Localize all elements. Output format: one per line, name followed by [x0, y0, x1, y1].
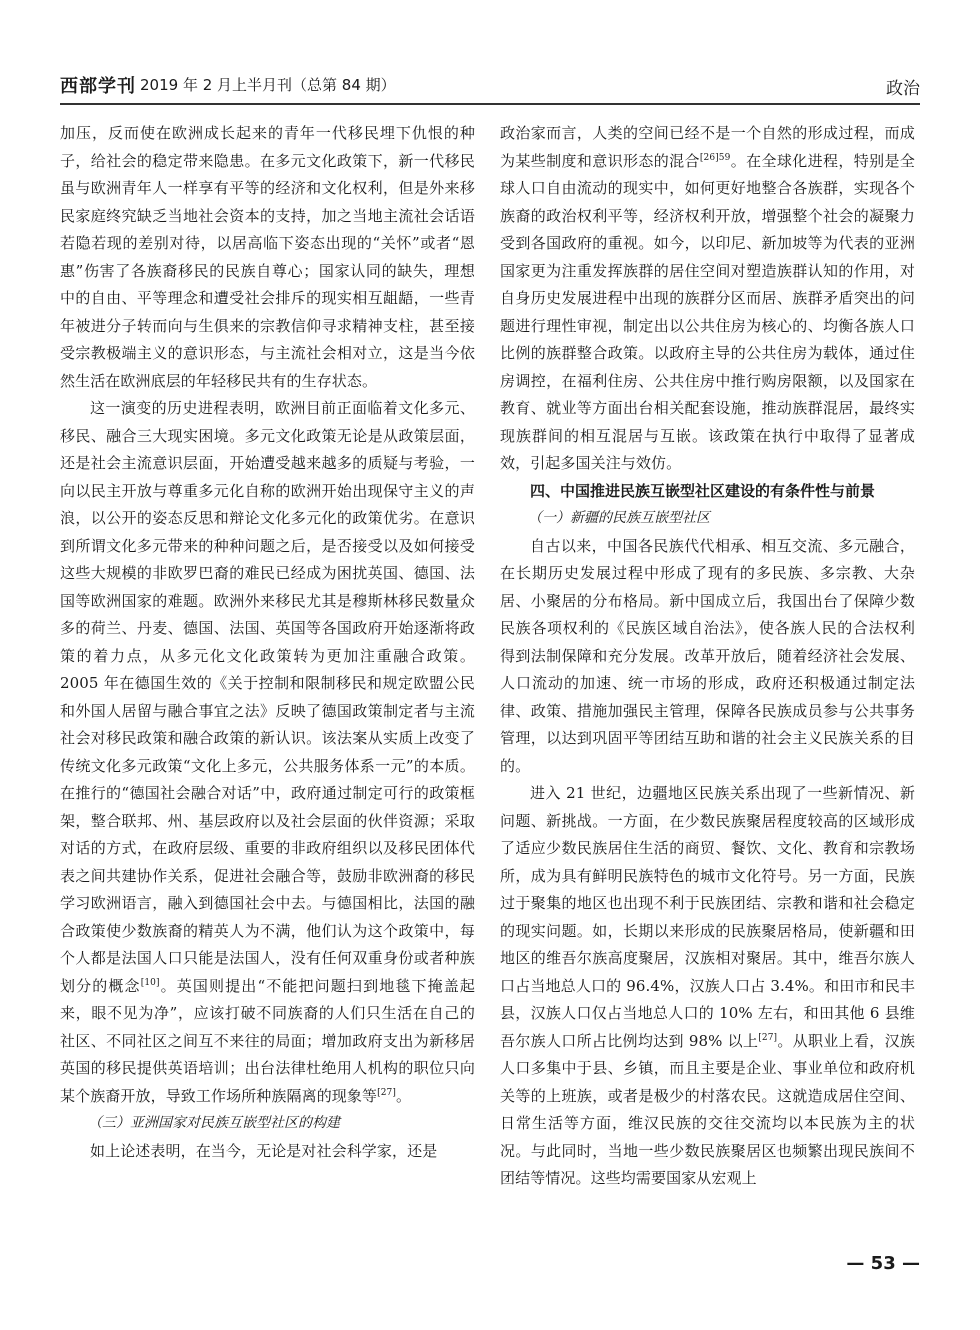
paragraph-text: 。在全球化进程，特别是全球人口自由流动的现实中，如何更好地整合各族群，实现各个族裔的政治权利平等，经济权利开放，增强整个社会的凝聚力受到各国政府的重视。如今，以印尼、新加坡等为代表的亚洲国家更为注重发挥族群的居住空间对塑造族群认知的作用，对自身历史发展进程中出现的族群分区而居、族群矛盾突出的问题进行理性审视，制定出以公共住房为核心的、均衡各族人口比例的族群整合政策。以政府主导的公共住房为载体，通过住房调控，在福利住房、公共住房中推行购房限额，以及国家在教育、就业等方面出台相关配套设施，推动族群混居，最终实现族群间的相互混居与互嵌。该政策在执行中取得了显著成效，引起多国关注与效仿。 [500, 151, 915, 472]
paragraph [500, 780, 915, 1193]
issue-info: 2019 年 2 月上半月刊（总第 84 期） [140, 76, 396, 94]
citation-ref: [26]59 [699, 152, 731, 163]
paragraph-text: 如上论述表明，在当今，无论是对社会科学家，还是 [90, 1141, 438, 1160]
journal-logo: 西部学刊 [60, 76, 136, 97]
citation-ref: [27] [377, 1087, 396, 1098]
header-rule [60, 103, 920, 105]
page-number: — 53 — [846, 1253, 920, 1274]
right-column [500, 120, 915, 1245]
paragraph-text: 进入 21 世纪，边疆地区民族关系出现了一些新情况、新问题、新挑战。一方面，在少数民族聚居程度较高的区域形成了适应少数民族居住生活的商贸、餐饮、文化、教育和宗教场所，成为具有鲜明民族特色的城市文化符号。另一方面，民族过于聚集的地区也出现不利于民族团结、宗教和谐和社会稳定的现实问题。如，长期以来形成的民族聚居格局，使新疆和田地区的维吾尔族高度聚居，汉族相对聚居。其中，维吾尔族人口占当地总人口的 96.4%，汉族人口占 3.4%。和田市和民丰县，汉族人口仅占当地总人口的 10% 左右，和田其他 6 县维吾尔族人口所占比例均达到 98% 以上 [500, 784, 915, 1050]
paragraph-text: 。英国则提出“不能把问题扫到地毯下掩盖起来，眼不见为净”，应该打破不同族裔的人们只生活在自己的社区、不同社区之间互不来往的局面；增加政府支出为新移居英国的移民提供英语培训；出台法律杜绝用人机构的职位只向某个族裔开放，导致工作场所种族隔离的现象等 [60, 976, 475, 1105]
paragraph-text: 加压，反而使在欧洲成长起来的青年一代移民埋下仇恨的种子，给社会的稳定带来隐患。在多元文化政策下，新一代移民虽与欧洲青年人一样享有平等的经济和文化权利，但是外来移民家庭终究缺乏当地社会资本的支持，加之当地主流社会话语若隐若现的差别对待，以居高临下姿态出现的“关怀”或者“恩惠”伤害了各族裔移民的民族自尊心；国家认同的缺失，理想中的自由、平等理念和遭受社会排斥的现实相互龃龉，一些青年被进分子转而向与生俱来的宗教信仰寻求精神支柱，甚至接受宗教极端主义的意识形态，与主流社会相对立，这是当今依然生活在欧洲底层的年轻移民共有的生存状态。 [60, 124, 475, 390]
paragraph-text: 这一演变的历史进程表明，欧洲目前正面临着文化多元、移民、融合三大现实困境。多元文化政策无论是从政策层面，还是社会主流意识层面，开始遭受越来越多的质疑与考验，一向以民主开放与尊重多元化自称的欧洲开始出现保守主义的声浪，以公开的姿态反思和辩论文化多元化的政策优劣。在意识到所谓文化多元带来的种种问题之后，是否接受以及如何接受这些大规模的非欧罗巴裔的难民已经成为困扰英国、德国、法国等欧洲国家的难题。欧洲外来移民尤其是穆斯林移民数量众多的荷兰、丹麦、德国、法国、英国等各国政府开始逐渐将政策的着力点，从多元化文化政策转为更加注重融合政策。2005 年在德国生效的《关于控制和限制移民和规定欧盟公民和外国人居留与融合事宜之法》反映了德国政策制定者与主流社会对移民政策和融合政策的新认识。该法案从实质上改变了传统文化多元政策“文化上多元，公共服务体系一元”的本质。在推行的“德国社会融合对话”中，政府通过制定可行的政策框架，整合联邦、州、基层政府以及社会层面的伙伴资源；采取对话的方式，在政府层级、重要的非政府组织以及移民团体代表之间共建协作关系，促进社会融合等，鼓励非欧洲裔的移民学习欧洲语言，融入到德国社会中去。与德国相比，法国的融合政策使少数族裔的精英人为不满，他们认为这个政策中，每个人都是法国人口只能是法国人，没有任何双重身份或者种族划分的概念 [60, 399, 475, 995]
section-heading: 四、中国推进民族互嵌型社区建设的有条件性与前景 [530, 481, 876, 500]
section-name: 政治 [886, 79, 920, 99]
citation-ref: [10] [140, 977, 160, 988]
subsection-heading: （三）亚洲国家对民族互嵌型社区的构建 [88, 1115, 340, 1131]
paragraph-text: 政治家而言，人类的空间已经不是一个自然的形成过程，而成为某些制度和意识形态的混合 [500, 124, 915, 170]
paragraph [500, 533, 915, 781]
paragraph [60, 1138, 475, 1166]
paragraph-text: 。 [395, 1086, 412, 1105]
paragraph [60, 395, 475, 1110]
paragraph-text: 。从职业上看，汉族人口多集中于县、乡镇，而且主要是企业、事业单位和政府机关等的上班族，或者是极少的村落农民。这就造成居住空间、日常生活等方面，维汉民族的交往交流均以本民族为主的状况。与此同时，当地一些少数民族聚居区也频繁出现民族间不团结等情况。这些均需要国家从宏观上 [500, 1031, 915, 1187]
subsection-heading: （一）新疆的民族互嵌型社区 [528, 510, 710, 526]
left-column [60, 120, 475, 1245]
running-header [60, 70, 920, 100]
paragraph-text: 自古以来，中国各民族代代相承、相互交流、多元融合，在长期历史发展过程中形成了现有的多民族、多宗教、大杂居、小聚居的分布格局。新中国成立后，我国出台了保障少数民族各项权利的《民族区域自治法》，使各族人民的合法权利得到法制保障和充分发展。改革开放后，随着经济社会发展、人口流动的加速、统一市场的形成，政府还积极通过制定法律、政策、措施加强民主管理，保障各民族成员参与公共事务管理，以达到巩固平等团结互助和谐的社会主义民族关系的目的。 [500, 536, 915, 775]
paragraph [500, 120, 915, 478]
paragraph [60, 120, 475, 395]
citation-ref: [27] [758, 1032, 778, 1043]
